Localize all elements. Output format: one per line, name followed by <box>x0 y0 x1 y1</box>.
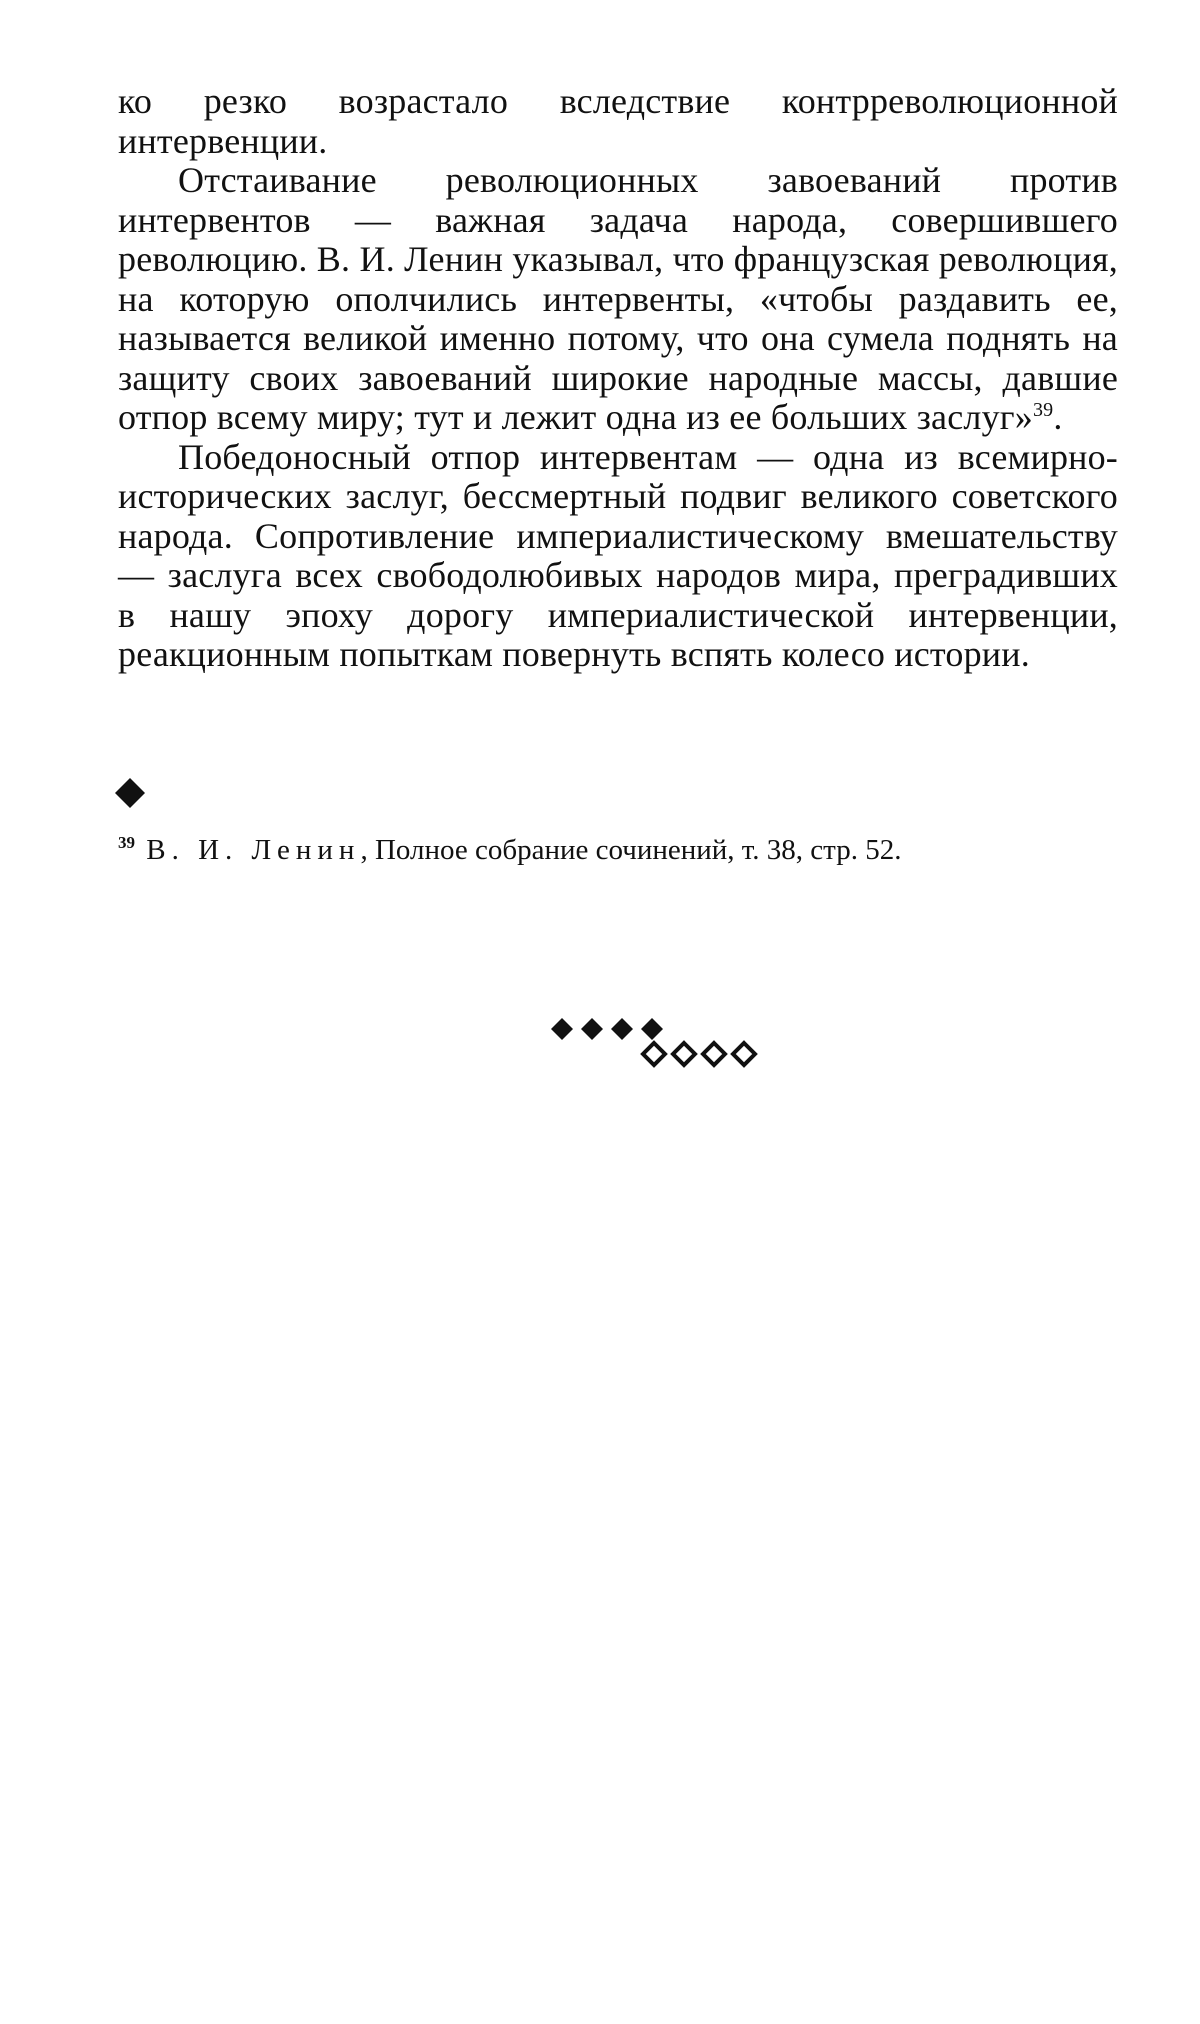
footnote-number: 39 <box>118 833 135 853</box>
paragraph-3: Победоносный отпор интервентам — одна из всемирно-исторических заслуг, бессмертный подвиг великого советского народа. Сопротивление империалистическому вмешательству — заслуга всех свободолюбивых народов мира, преградивших в нашу эпоху дорогу империалистической интервенции, реакционным попыткам повернуть вспять колесо истории. <box>118 436 1118 674</box>
main-text <box>118 82 1118 675</box>
footnote-reference: 39 <box>1032 399 1054 421</box>
paragraph-2-text: Отстаивание революционных завоеваний против интервентов — важная задача народа, совершившего революцию. В. И. Ленин указывал, что французская революция, на которую ополчились интервенты, «чтобы раздавить ее, называется великой именно потому, что она сумела поднять на защиту своих завоеваний широкие народные массы, давшие отпор всему миру; тут и лежит одна из ее больших заслуг» <box>118 160 1118 437</box>
footnote-text: , Полное собрание сочинений, т. 38, стр. 52. <box>360 834 902 866</box>
paragraph-2 <box>118 161 1118 438</box>
outline-diamonds <box>643 1043 755 1065</box>
footnote <box>118 833 1118 867</box>
footnote-separator-diamond-icon <box>114 777 146 809</box>
end-ornament-icon <box>548 1008 768 1078</box>
footnote-author: В. И. Ленин <box>146 834 361 866</box>
filled-diamonds <box>551 1018 663 1040</box>
paragraph-1: ко резко возрастало вследствие контрреволюционной интервенции. <box>118 81 1118 161</box>
paragraph-2-end: . <box>1053 397 1063 437</box>
